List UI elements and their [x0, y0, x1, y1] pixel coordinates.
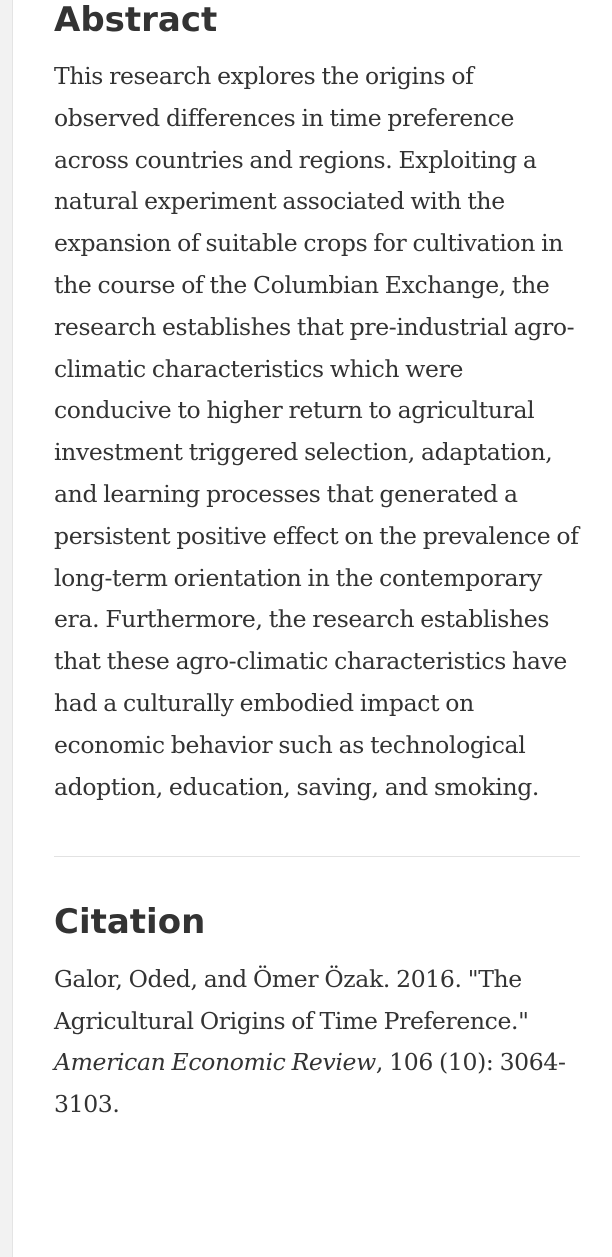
- section-divider: [54, 856, 580, 857]
- citation-section: [54, 902, 580, 1125]
- citation-authors-title: Galor, Oded, and Ömer Özak. 2016. "The Agricultural Origins of Time Preference.": [54, 965, 529, 1035]
- article-summary: [54, 0, 580, 1125]
- citation-volume-pages: , 106 (10): 3064-3103.: [54, 1048, 566, 1118]
- left-border: [0, 0, 13, 1257]
- citation-text: [54, 959, 580, 1125]
- abstract-heading: Abstract: [54, 0, 218, 40]
- citation-heading: Citation: [54, 902, 206, 943]
- citation-journal: American Economic Review: [54, 1048, 376, 1077]
- abstract-text: This research explores the origins of observed differences in time preference across countries and regions. Exploiting a natural experiment associated with the expansion of suitable crops for cultivation in the course of the Columbian Exchange, the research establishes that pre-industrial agro-climatic characteristics which were conducive to higher return to agricultural investment triggered selection, adaptation, and learning processes that generated a persistent positive effect on the prevalence of long-term orientation in the contemporary era. Furthermore, the research establishes that these agro-climatic characteristics have had a culturally embodied impact on economic behavior such as technological adoption, education, saving, and smoking.: [54, 62, 579, 801]
- abstract-section: [54, 0, 580, 808]
